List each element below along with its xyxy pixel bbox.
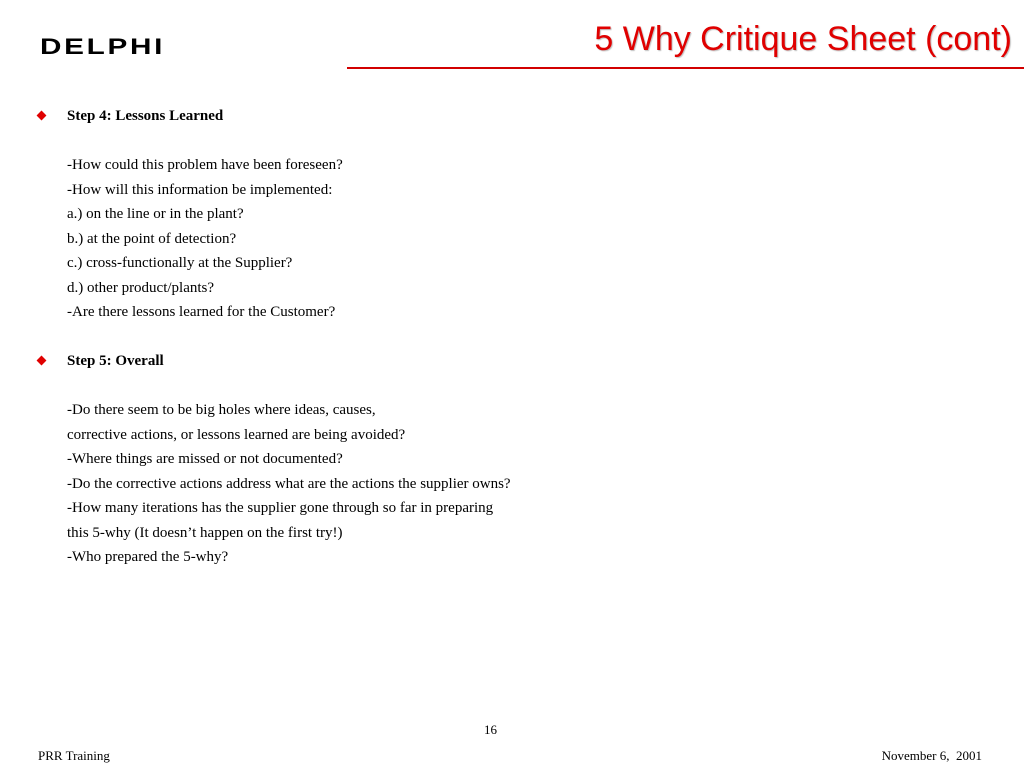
diamond-bullet-icon <box>37 356 47 366</box>
spacer <box>38 378 511 403</box>
delphi-logo: DELPHI <box>40 34 166 59</box>
section-heading <box>38 353 511 378</box>
heading-text: Step 5: Overall <box>67 353 164 369</box>
list-item: -Are there lessons learned for the Customer? <box>67 304 336 320</box>
footer-date: November 6, 2001 <box>881 748 982 763</box>
slide-title: 5 Why Critique Sheet (cont) <box>594 20 1012 58</box>
section-heading <box>38 108 511 133</box>
footer-course-name: PRR Training <box>38 748 110 763</box>
page-number: 16 <box>484 722 497 737</box>
list-item: d.) other product/plants? <box>67 279 215 296</box>
title-underline <box>347 67 1024 69</box>
list-item: -Who prepared the 5-why? <box>67 549 229 565</box>
list-item: c.) cross-functionally at the Supplier? <box>67 255 293 271</box>
list-item: -How many iterations has the supplier gone through so far in preparing <box>67 500 494 516</box>
list-item: -How could this problem have been foreseen? <box>67 157 343 173</box>
list-item: this 5-why (It doesn’t happen on the first try!) <box>67 524 343 541</box>
spacer <box>38 329 511 354</box>
heading-text: Step 4: Lessons Learned <box>67 108 224 124</box>
section-step-5 <box>38 353 511 574</box>
diamond-bullet-icon <box>37 111 47 121</box>
list-item: -Where things are missed or not documented? <box>67 451 343 467</box>
list-item: -Do there seem to be big holes where ideas, causes, <box>67 402 376 418</box>
spacer <box>38 133 511 158</box>
slide-content <box>38 108 511 574</box>
list-item: corrective actions, or lessons learned are being avoided? <box>67 426 406 443</box>
list-item: a.) on the line or in the plant? <box>67 206 244 222</box>
list-item: -Do the corrective actions address what are the actions the supplier owns? <box>67 475 511 492</box>
list-item: -How will this information be implemented: <box>67 181 333 198</box>
list-item: b.) at the point of detection? <box>67 230 237 247</box>
section-step-4 <box>38 108 511 329</box>
